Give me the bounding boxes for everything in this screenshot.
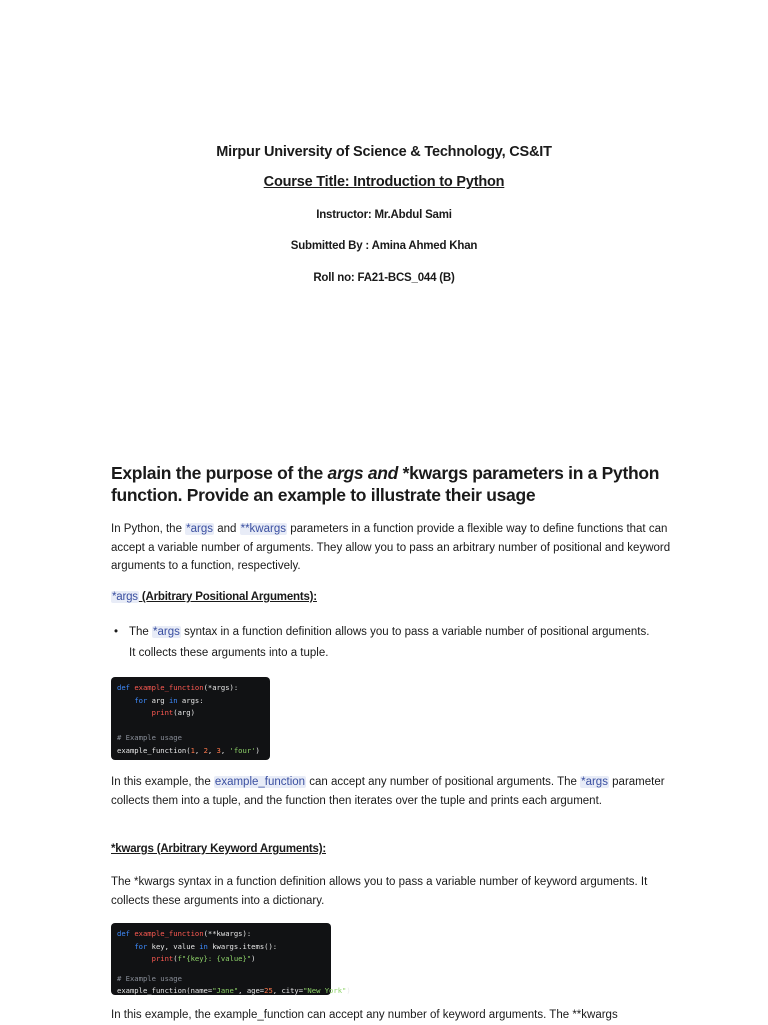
kwargs-section-heading: [111, 843, 326, 855]
code-token: arg: [147, 695, 169, 705]
code-token: ): [255, 745, 260, 755]
intro-text: and: [214, 523, 240, 535]
code-line: [117, 966, 325, 973]
code-token: ,: [207, 745, 217, 755]
code-line: [117, 928, 325, 941]
roll-number-line: Roll no: FA21-BCS_044 (B): [313, 272, 455, 284]
explain-text: parameter collects them into a tuple, and the function then iterates over the tuple and prints each argument.: [111, 776, 665, 807]
inline-code-args: *args: [186, 523, 214, 535]
code-token: (*args):: [203, 683, 239, 692]
args-bullet-list: [111, 622, 651, 664]
code-token: # Example usage: [117, 973, 182, 983]
code-line: [117, 682, 264, 695]
code-token: in: [199, 941, 208, 951]
inline-code-kwargs: **kwargs: [240, 523, 286, 535]
code-token: def: [117, 929, 135, 938]
code-token: 3: [216, 745, 221, 755]
bullet-text: syntax in a function definition allows you to pass a variable number of positional arguments. It collects these arguments into a tuple.: [129, 626, 650, 659]
inline-code-function: example_function: [214, 776, 306, 788]
code-token: [117, 942, 134, 951]
list-item: [111, 622, 651, 664]
code-line: [117, 707, 264, 720]
code-token: (: [173, 954, 178, 963]
code-line: [117, 985, 351, 998]
code-token: f"{key}: {value}": [177, 954, 252, 963]
inline-code-args: *args: [112, 591, 138, 603]
code-token: example_function: [134, 929, 204, 938]
code-token: print: [151, 954, 174, 963]
code-token: # Example usage: [117, 733, 182, 742]
code-line: [117, 720, 264, 733]
args-section-heading: [111, 591, 317, 603]
code-token: 'four': [229, 745, 256, 755]
code-block-kwargs: [111, 923, 351, 995]
code-token: 1: [190, 745, 195, 755]
intro-text: In Python, the: [111, 523, 186, 535]
submitted-by-line: Submitted By : Amina Ahmed Khan: [290, 240, 478, 252]
kwargs-heading-text: *kwargs (Arbitrary Keyword Arguments):: [111, 843, 326, 855]
code-token: def: [117, 683, 135, 692]
kwargs-explanation: In this example, the example_function can accept any number of keyword arguments. The **kwargs: [111, 1009, 618, 1021]
code-line: [117, 941, 325, 954]
code-token: for: [134, 941, 148, 951]
code-token: ): [346, 986, 351, 995]
question-heading-italic: args and: [327, 463, 403, 483]
code-token: [117, 708, 152, 717]
code-token: , age=: [238, 986, 265, 995]
intro-text: parameters in a function provide a flexible way to define functions that can accept a variable number of arguments. They allow you to pass an arbitrary number of positional and keyword arguments to a function, respectively.: [111, 523, 671, 572]
code-token: for: [134, 695, 148, 705]
code-token: 2: [203, 745, 208, 755]
question-heading-part2: *kwargs parameters in a Python function. Provide an example to illustrate their usage: [111, 463, 660, 505]
code-token: (arg): [173, 708, 195, 717]
intro-paragraph: [111, 520, 671, 576]
args-heading-text: (Arbitrary Positional Arguments):: [138, 591, 317, 603]
code-block-args: [111, 677, 270, 760]
code-token: [117, 696, 134, 705]
code-token: "Jane": [212, 986, 239, 995]
code-token: , city=: [272, 986, 304, 995]
code-line: [117, 745, 264, 758]
code-line: [117, 973, 325, 986]
question-heading-part1: Explain the purpose of the: [111, 463, 328, 483]
university-title: Mirpur University of Science & Technology, CS&IT: [216, 144, 552, 160]
code-token: args:: [177, 695, 204, 705]
code-token: example_function(: [117, 745, 191, 755]
code-token: in: [168, 695, 178, 705]
explain-text: can accept any number of positional arguments. The: [306, 776, 581, 788]
code-token: ,: [220, 745, 230, 755]
code-token: key, value: [147, 941, 200, 951]
bullet-text: The: [129, 626, 153, 638]
instructor-line: Instructor: Mr.Abdul Sami: [316, 209, 452, 221]
code-token: example_function(name=: [117, 986, 213, 995]
code-token: kwargs.items():: [207, 941, 278, 951]
bullet-icon: •: [114, 626, 119, 638]
code-line: [117, 953, 325, 966]
code-line: [117, 695, 264, 708]
inline-code-args: *args: [153, 626, 180, 638]
code-token: [117, 954, 152, 963]
args-explanation: [111, 773, 671, 810]
code-token: example_function: [134, 683, 204, 692]
code-token: "New York": [303, 986, 347, 995]
code-token: (**kwargs):: [203, 929, 252, 938]
course-title: Course Title: Introduction to Python: [263, 174, 505, 190]
inline-code-args: *args: [581, 776, 608, 788]
question-heading: [111, 462, 671, 506]
explain-text: In this example, the: [111, 776, 214, 788]
code-token: 25: [264, 986, 273, 995]
kwargs-description: The *kwargs syntax in a function definition allows you to pass a variable number of keyword arguments. It collects these arguments into a dictionary.: [111, 876, 648, 907]
code-token: ): [251, 954, 256, 963]
code-line: [117, 732, 264, 745]
code-token: print: [151, 708, 174, 717]
code-token: ,: [194, 745, 204, 755]
